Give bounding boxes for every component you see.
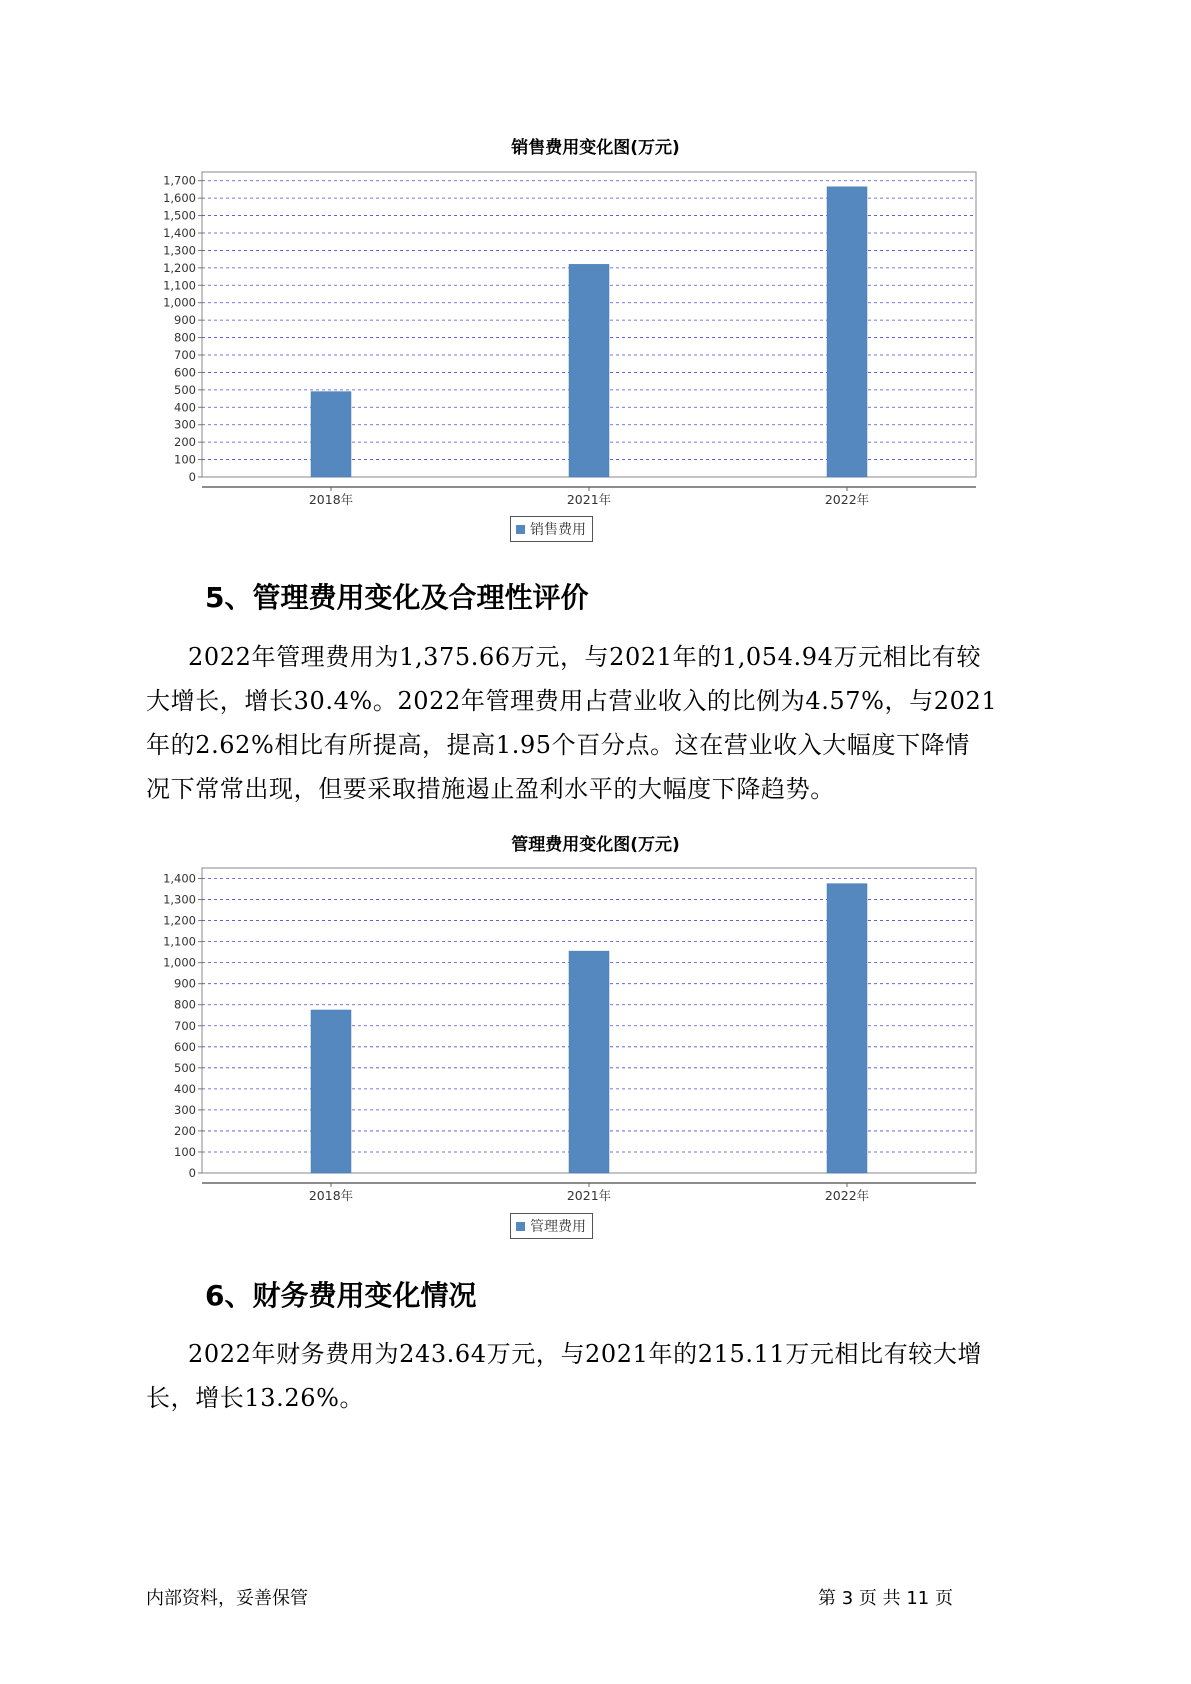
x-tick-label: 2021年 [566,492,612,507]
y-tick-label: 800 [174,330,196,345]
x-tick-label: 2021年 [566,1188,612,1203]
y-tick-label: 1,100 [163,934,196,949]
sales-chart-legend [510,516,593,542]
paragraph-line: 大增长，增长30.4%。2022年管理费用占营业收入的比例为4.57%，与2021 [146,687,998,715]
y-tick-label: 1,300 [163,892,196,907]
footer-confidential-note: 内部资料，妥善保管 [146,1588,308,1609]
y-tick-label: 1,300 [163,243,196,258]
paragraph-line: 长，增长13.26%。 [146,1384,365,1412]
x-tick-label: 2018年 [308,492,354,507]
y-tick-label: 0 [188,470,196,484]
admin-chart-title: 管理费用变化图(万元) [511,835,680,855]
legend-swatch [516,525,525,534]
y-tick-label: 1,400 [163,226,196,240]
admin-chart-svg [160,866,1020,1206]
y-tick-label: 1,400 [163,871,196,886]
legend-swatch [516,1222,525,1231]
y-tick-label: 1,000 [163,295,196,310]
legend-label: 管理费用 [530,1219,586,1235]
y-tick-label: 800 [174,997,196,1012]
paragraph-line: 况下常常出现，但要采取措施遏止盈利水平的大幅度下降趋势。 [146,775,835,803]
y-tick-label: 500 [174,1060,196,1075]
y-tick-label: 1,500 [163,208,196,223]
y-tick-label: 900 [174,313,196,328]
y-tick-label: 600 [174,1039,196,1054]
paragraph-line: 2022年管理费用为1,375.66万元，与2021年的1,054.94万元相比有较 [188,643,982,671]
y-tick-label: 900 [174,976,196,991]
section-5-paragraph [146,635,1046,811]
section-6-heading: 6、财务费用变化情况 [205,1279,477,1312]
sales-chart [160,170,1020,507]
admin-chart-legend [510,1213,593,1239]
x-tick-label: 2022年 [824,492,870,507]
y-tick-label: 700 [174,1018,196,1033]
y-tick-label: 100 [174,452,196,467]
bar [569,951,609,1173]
y-tick-label: 700 [174,348,196,362]
y-tick-label: 400 [174,1081,196,1096]
y-tick-label: 100 [174,1144,196,1159]
y-tick-label: 200 [174,1123,196,1138]
bar [569,264,609,477]
y-tick-label: 600 [174,365,196,380]
y-tick-label: 500 [174,382,196,397]
y-tick-label: 200 [174,435,196,450]
bar [311,1010,351,1173]
x-tick-label: 2022年 [824,1188,870,1203]
bar [827,187,867,477]
y-tick-label: 1,000 [163,955,196,970]
section-6-paragraph [146,1332,1046,1420]
bar [827,884,867,1173]
y-tick-label: 1,200 [163,913,196,928]
y-tick-label: 1,100 [163,278,196,293]
y-tick-label: 1,600 [163,191,196,206]
sales-chart-svg [160,170,1020,510]
paragraph-line: 2022年财务费用为243.64万元，与2021年的215.11万元相比有较大增 [188,1340,983,1368]
sales-chart-title: 销售费用变化图(万元) [511,138,680,158]
paragraph-line: 年的2.62%相比有所提高，提高1.95个百分点。这在营业收入大幅度下降情 [146,731,970,759]
bar [311,392,351,477]
y-tick-label: 1,700 [163,173,196,188]
legend-label: 销售费用 [530,522,586,538]
y-tick-label: 400 [174,400,196,415]
y-tick-label: 1,200 [163,260,196,275]
section-5-heading: 5、管理费用变化及合理性评价 [205,581,589,614]
footer-page-number: 第 3 页 共 11 页 [818,1588,953,1609]
x-tick-label: 2018年 [308,1188,354,1203]
y-tick-label: 300 [174,1102,196,1117]
y-tick-label: 300 [174,417,196,432]
admin-chart [160,866,1020,1203]
y-tick-label: 0 [188,1166,196,1180]
